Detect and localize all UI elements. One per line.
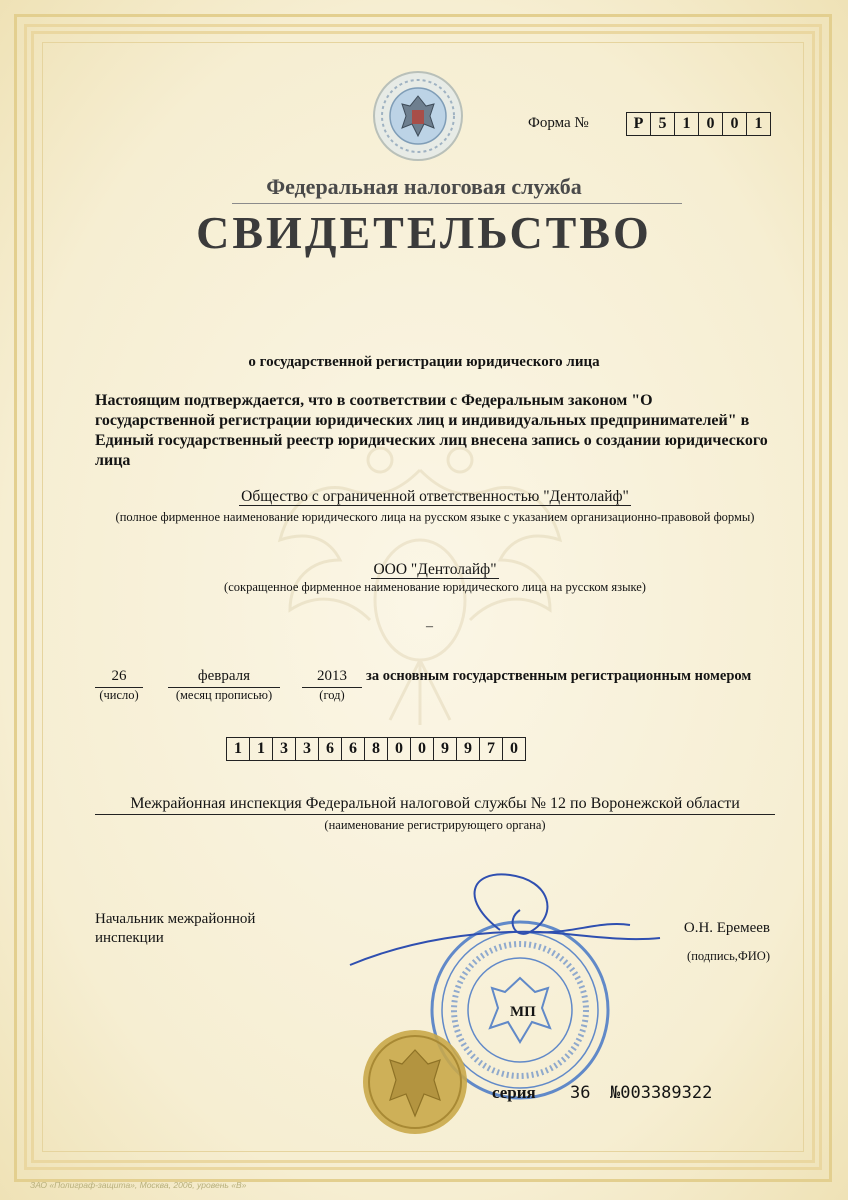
service-underline bbox=[232, 203, 682, 204]
ogrn-digit: 1 bbox=[227, 738, 250, 760]
chief-title bbox=[95, 910, 255, 948]
gold-seal-icon bbox=[363, 1030, 467, 1134]
short-company-name-text: ООО "Дентолайф" bbox=[373, 561, 497, 578]
date-day-caption: (число) bbox=[99, 688, 139, 702]
ogrn-digit: 8 bbox=[365, 738, 388, 760]
chief-title-line1: Начальник межрайонной bbox=[95, 911, 256, 927]
seal-place-label: МП bbox=[510, 1004, 536, 1020]
document-title: СВИДЕТЕЛЬСТВО bbox=[196, 207, 652, 258]
printer-imprint: ЗАО «Полиграф-защита», Москва, 2006, уровень «В» bbox=[30, 1180, 247, 1190]
empty-field-dash: – bbox=[426, 619, 433, 634]
document-subtitle: о государственной регистрации юридического лица bbox=[248, 354, 600, 370]
registration-number-label: за основным государственным регистрационным номером bbox=[366, 668, 752, 684]
ogrn-digit: 9 bbox=[434, 738, 457, 760]
form-code-cell: 5 bbox=[651, 113, 675, 135]
fns-emblem-icon bbox=[372, 70, 464, 162]
blank-number: №003389322 bbox=[610, 1083, 713, 1103]
ogrn-digit: 0 bbox=[510, 740, 518, 757]
ogrn-boxes bbox=[226, 737, 526, 761]
ogrn-digit: 6 bbox=[319, 738, 342, 760]
ogrn-digit: 3 bbox=[273, 738, 296, 760]
form-code-cell: 1 bbox=[675, 113, 699, 135]
date-year: 2013 bbox=[302, 666, 362, 688]
date-month-caption: (месяц прописью) bbox=[175, 688, 273, 702]
ogrn-digit: 7 bbox=[480, 738, 503, 760]
ogrn-digit: 9 bbox=[457, 738, 480, 760]
chief-title-line2: инспекции bbox=[95, 930, 164, 946]
full-name-caption: (полное фирменное наименование юридического лица на русском языке с указанием организационно-правовой формы) bbox=[115, 510, 755, 524]
registering-authority-caption: (наименование регистрирующего органа) bbox=[324, 818, 546, 832]
form-code-cell: 0 bbox=[723, 113, 747, 135]
series-value: 36 bbox=[570, 1083, 591, 1103]
full-company-name bbox=[90, 488, 780, 506]
ogrn-digit: 0 bbox=[411, 738, 434, 760]
full-company-name-text: Общество с ограниченной ответственностью "Дентолайф" bbox=[241, 488, 629, 505]
service-name: Федеральная налоговая служба bbox=[266, 174, 582, 199]
ogrn-digit: 6 bbox=[342, 738, 365, 760]
short-company-name bbox=[90, 561, 780, 579]
short-name-caption: (сокращенное фирменное наименование юридического лица на русском языке) bbox=[224, 580, 646, 594]
form-code-cell: 0 bbox=[699, 113, 723, 135]
signer-name: О.Н. Еремеев bbox=[683, 920, 770, 936]
handwritten-signature-icon bbox=[350, 874, 660, 965]
registering-authority: Межрайонная инспекция Федеральной налоговой службы № 12 по Воронежской области bbox=[95, 795, 775, 815]
form-code-cell: Р bbox=[627, 113, 651, 135]
date-month: февраля bbox=[168, 666, 280, 688]
ogrn-digit: 1 bbox=[250, 738, 273, 760]
series-label: серия bbox=[492, 1083, 536, 1102]
confirmation-paragraph: Настоящим подтверждается, что в соответствии с Федеральным законом "О государственной регистрации юридических лиц и индивидуальных предпринимателей" в Единый государственный реестр юридических лиц внесена запись о создании юридического лица bbox=[95, 392, 768, 469]
ogrn-digit: 0 bbox=[388, 738, 411, 760]
date-day: 26 bbox=[95, 666, 143, 688]
ogrn-digit: 3 bbox=[296, 738, 319, 760]
date-year-caption: (год) bbox=[319, 688, 345, 702]
form-code-boxes bbox=[626, 112, 771, 136]
form-code-cell: 1 bbox=[754, 115, 763, 132]
form-label: Форма № bbox=[528, 115, 589, 131]
signer-caption: (подпись,ФИО) bbox=[687, 949, 770, 963]
